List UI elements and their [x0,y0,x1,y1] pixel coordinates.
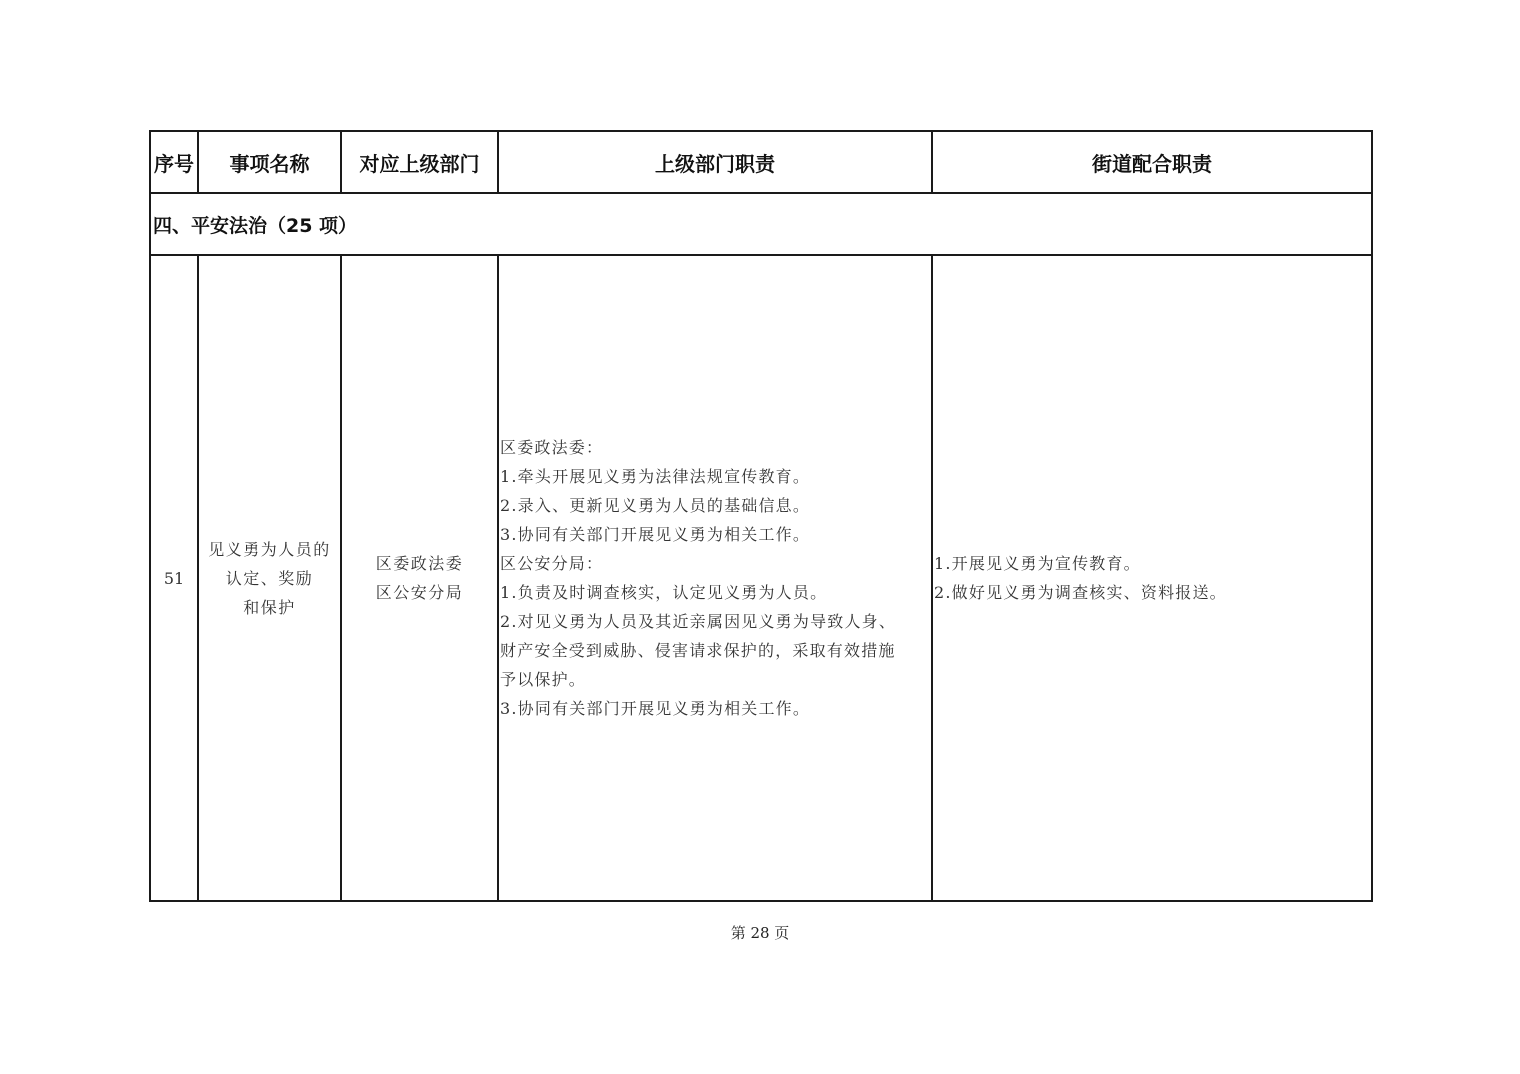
header-seq: 序号 [150,131,198,193]
dept-line: 区公安分局 [375,583,464,602]
upper-duty-line: 1.负责及时调查核实，认定见义勇为人员。 [500,583,828,602]
section-title: 四、平安法治（25 项） [150,193,1372,255]
upper-duty-line: 2.对见义勇为人员及其近亲属因见义勇为导致人身、 [500,612,897,631]
page-number: 第 28 页 [730,924,790,942]
header-upper-duty: 上级部门职责 [498,131,932,193]
header-upper-dept: 对应上级部门 [341,131,498,193]
item-name-line: 认定、奖励 [225,568,314,588]
header-item-name: 事项名称 [198,131,341,193]
upper-duty-line: 区委政法委： [500,438,604,457]
header-street-duty: 街道配合职责 [932,131,1372,193]
upper-duty-line: 2.录入、更新见义勇为人员的基础信息。 [500,496,811,515]
row-item-name [198,255,341,901]
item-name-line: 和保护 [243,597,296,617]
row-street-duty [932,255,1372,901]
row-seq: 51 [150,255,198,901]
row-upper-dept [341,255,498,901]
header-row [150,131,1372,193]
street-duty-line: 2.做好见义勇为调查核实、资料报送。 [934,583,1227,602]
upper-duty-line: 予以保护。 [500,670,587,689]
upper-duty-line: 1.牵头开展见义勇为法律法规宣传教育。 [500,467,811,486]
duty-table [149,130,1373,902]
street-duty-line: 1.开展见义勇为宣传教育。 [934,554,1141,573]
row-upper-duty [498,255,932,901]
upper-duty-line: 3.协同有关部门开展见义勇为相关工作。 [500,699,811,718]
upper-duty-line: 区公安分局： [500,554,604,573]
dept-line: 区委政法委 [375,554,464,573]
upper-duty-line: 财产安全受到威胁、侵害请求保护的，采取有效措施 [500,641,896,660]
item-name-line: 见义勇为人员的 [208,539,331,559]
section-row [150,193,1372,255]
upper-duty-line: 3.协同有关部门开展见义勇为相关工作。 [500,525,811,544]
table-row [150,255,1372,901]
